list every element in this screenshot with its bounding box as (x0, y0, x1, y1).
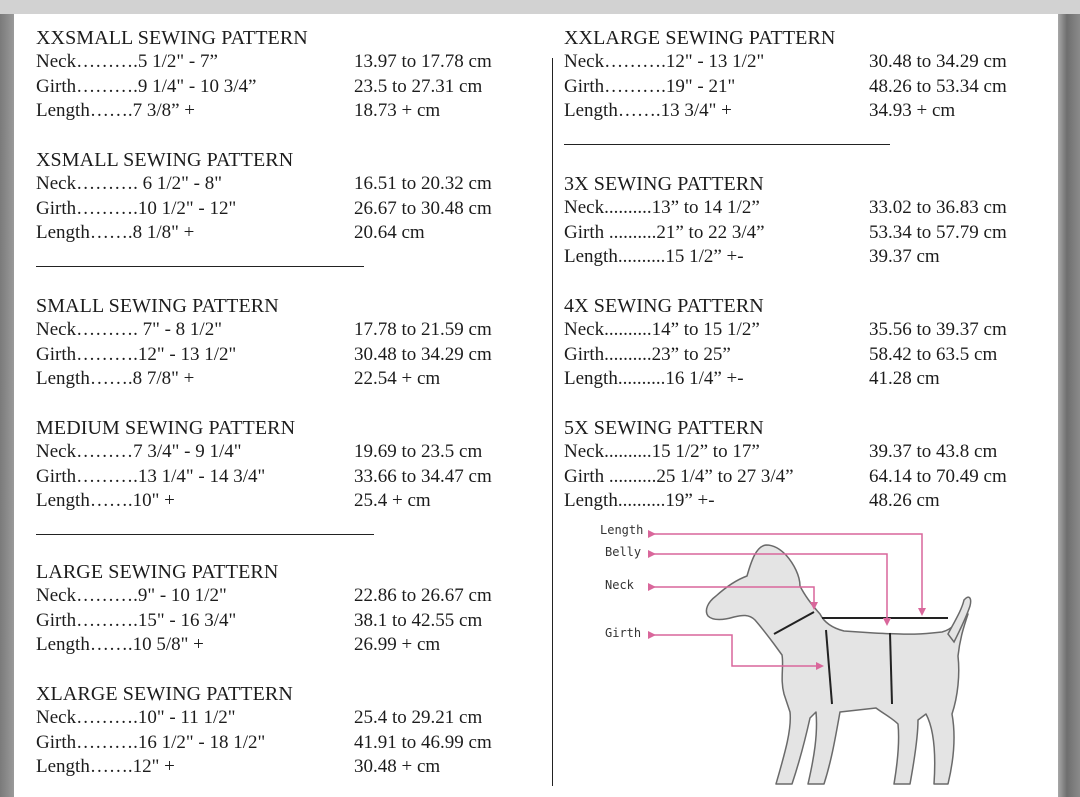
diagram-label-belly: Belly (605, 545, 642, 559)
measure-inches: Neck..........14” to 15 1/2” (564, 319, 760, 340)
measure-inches: Length..........19” +- (564, 490, 715, 511)
measure-inches: Length…….10 5/8" + (36, 634, 204, 655)
measure-cm: 16.51 to 20.32 cm (354, 173, 492, 194)
measure-cm: 25.4 to 29.21 cm (354, 707, 483, 728)
size-title: MEDIUM SEWING PATTERN (36, 417, 296, 439)
measure-inches: Length..........15 1/2” +- (564, 246, 744, 267)
measure-cm: 20.64 cm (354, 222, 425, 243)
measure-cm: 23.5 to 27.31 cm (354, 75, 483, 97)
measure-cm: 33.02 to 36.83 cm (869, 197, 1007, 218)
measure-cm: 58.42 to 63.5 cm (869, 343, 998, 365)
diagram-label-girth: Girth (605, 626, 642, 640)
measure-cm: 48.26 to 53.34 cm (869, 75, 1007, 97)
size-title: 5X SEWING PATTERN (564, 417, 764, 439)
measure-inches: Girth……….10 1/2" - 12" (36, 197, 237, 219)
measure-cm: 26.67 to 30.48 cm (354, 197, 492, 219)
size-title: XXLARGE SEWING PATTERN (564, 27, 836, 49)
measure-inches: Neck……….9" - 10 1/2" (36, 585, 227, 606)
measure-cm: 34.93 + cm (869, 100, 956, 121)
measure-inches: Neck……….5 1/2" - 7” (36, 51, 218, 72)
measure-cm: 18.73 + cm (354, 100, 441, 121)
measure-inches: Neck..........13” to 14 1/2” (564, 197, 760, 218)
dog-measurement-diagram (14, 14, 1058, 797)
size-title: XSMALL SEWING PATTERN (36, 149, 294, 171)
measure-cm: 30.48 to 34.29 cm (354, 343, 492, 365)
measure-cm: 26.99 + cm (354, 634, 441, 655)
measure-inches: Neck………7 3/4" - 9 1/4" (36, 441, 242, 462)
measure-cm: 25.4 + cm (354, 490, 431, 511)
measure-cm: 13.97 to 17.78 cm (354, 51, 492, 72)
measure-cm: 30.48 + cm (354, 756, 441, 777)
diagram-label-length: Length (600, 523, 644, 537)
measure-inches: Neck………. 6 1/2" - 8" (36, 173, 222, 194)
measure-inches: Length…….8 7/8" + (36, 368, 195, 389)
measure-inches: Girth ..........21” to 22 3/4” (564, 221, 765, 243)
measure-inches: Neck……….10" - 11 1/2" (36, 707, 236, 728)
measure-inches: Length…….13 3/4" + (564, 100, 732, 121)
window-top-bar (0, 0, 1080, 14)
measure-cm: 38.1 to 42.55 cm (354, 609, 483, 631)
measure-inches: Girth……….13 1/4" - 14 3/4" (36, 465, 266, 487)
size-title: 3X SEWING PATTERN (564, 173, 764, 195)
measure-inches: Girth ..........25 1/4” to 27 3/4” (564, 465, 794, 487)
dog-silhouette (706, 545, 968, 784)
measure-inches: Girth……….16 1/2" - 18 1/2" (36, 731, 266, 753)
measure-inches: Girth……….15" - 16 3/4" (36, 609, 237, 631)
measure-cm: 39.37 cm (869, 246, 940, 267)
measure-inches: Neck………. 7" - 8 1/2" (36, 319, 222, 340)
background-right-edge (1058, 14, 1080, 797)
measure-cm: 22.86 to 26.67 cm (354, 585, 492, 606)
measure-inches: Neck..........15 1/2” to 17” (564, 441, 760, 462)
size-title: LARGE SEWING PATTERN (36, 561, 279, 583)
measure-cm: 41.91 to 46.99 cm (354, 731, 492, 753)
size-title: XLARGE SEWING PATTERN (36, 683, 293, 705)
measure-cm: 33.66 to 34.47 cm (354, 465, 492, 487)
size-title: 4X SEWING PATTERN (564, 295, 764, 317)
measure-cm: 17.78 to 21.59 cm (354, 319, 492, 340)
size-chart-sheet (14, 14, 1058, 797)
measure-inches: Length…….8 1/8" + (36, 222, 195, 243)
size-title: XXSMALL SEWING PATTERN (36, 27, 308, 49)
measure-cm: 53.34 to 57.79 cm (869, 221, 1007, 243)
measure-cm: 22.54 + cm (354, 368, 441, 389)
measure-inches: Girth……….9 1/4" - 10 3/4” (36, 75, 257, 97)
measure-cm: 39.37 to 43.8 cm (869, 441, 998, 462)
measure-inches: Girth……….12" - 13 1/2" (36, 343, 237, 365)
measure-inches: Length..........16 1/4” +- (564, 368, 744, 389)
size-title: SMALL SEWING PATTERN (36, 295, 279, 317)
background-left-edge (0, 14, 14, 797)
measure-inches: Length…….10" + (36, 490, 175, 511)
measure-cm: 41.28 cm (869, 368, 940, 389)
measure-cm: 30.48 to 34.29 cm (869, 51, 1007, 72)
measure-cm: 19.69 to 23.5 cm (354, 441, 483, 462)
diagram-label-neck: Neck (605, 578, 634, 592)
measure-inches: Length…….7 3/8” + (36, 100, 195, 121)
measure-inches: Length…….12" + (36, 756, 175, 777)
measure-inches: Neck……….12" - 13 1/2" (564, 51, 765, 72)
measure-inches: Girth..........23” to 25” (564, 343, 731, 365)
measure-cm: 48.26 cm (869, 490, 940, 511)
measure-cm: 35.56 to 39.37 cm (869, 319, 1007, 340)
measure-inches: Girth……….19" - 21" (564, 75, 736, 97)
measure-cm: 64.14 to 70.49 cm (869, 465, 1007, 487)
